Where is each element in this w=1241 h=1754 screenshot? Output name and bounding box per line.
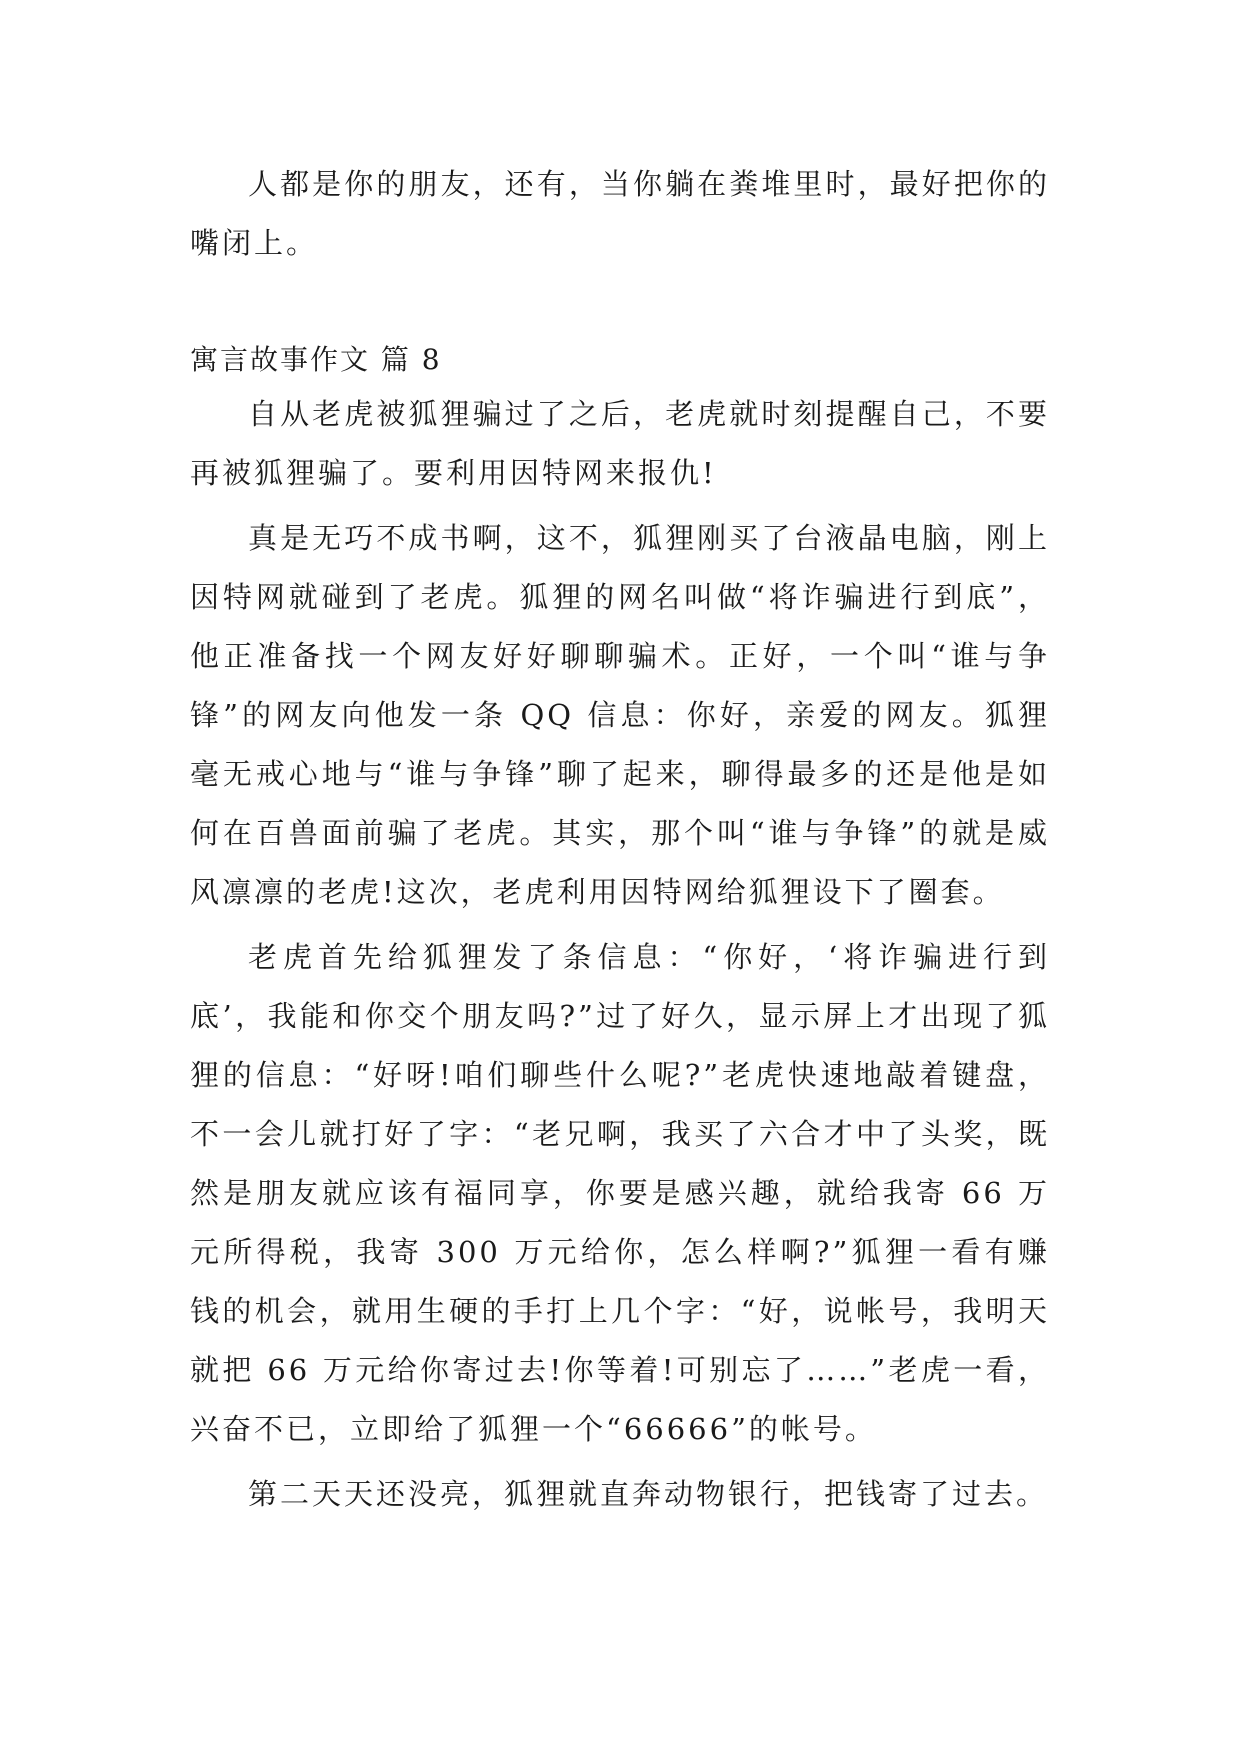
- paragraph: 真是无巧不成书啊，这不，狐狸刚买了台液晶电脑，刚上因特网就碰到了老虎。狐狸的网名叫做“将诈骗进行到底”，他正准备找一个网友好好聊聊骗术。正好，一个叫“谁与争锋”的网友向他发一条 QQ 信息：你好，亲爱的网友。狐狸毫无戒心地与“谁与争锋”聊了起来，聊得最多的还是他是如何在百兽面前骗了老虎。其实，那个叫“谁与争锋”的就是威风凛凛的老虎!这次，老虎利用因特网给狐狸设下了圈套。: [190, 521, 1050, 909]
- paragraph-continued: 人都是你的朋友，还有，当你躺在粪堆里时，最好把你的嘴闭上。: [190, 167, 1050, 260]
- paragraph: 自从老虎被狐狸骗过了之后，老虎就时刻提醒自己，不要再被狐狸骗了。要利用因特网来报仇!: [190, 397, 1050, 490]
- paragraph: 老虎首先给狐狸发了条信息：“你好，‘将诈骗进行到底’，我能和你交个朋友吗?”过了好久，显示屏上才出现了狐狸的信息：“好呀!咱们聊些什么呢?”老虎快速地敲着键盘，不一会儿就打好了字：“老兄啊，我买了六合才中了头奖，既然是朋友就应该有福同享，你要是感兴趣，就给我寄 66 万元所得税，我寄 300 万元给你，怎么样啊?”狐狸一看有赚钱的机会，就用生硬的手打上几个字：“好，说帐号，我明天就把 66 万元给你寄过去!你等着!可别忘了……”老虎一看，兴奋不已，立即给了狐狸一个“66666”的帐号。: [190, 940, 1050, 1446]
- section-title: 寓言故事作文 篇 8: [190, 343, 442, 376]
- paragraph: 第二天天还没亮，狐狸就直奔动物银行，把钱寄了过去。: [248, 1477, 1049, 1511]
- document-body: [190, 155, 1050, 1524]
